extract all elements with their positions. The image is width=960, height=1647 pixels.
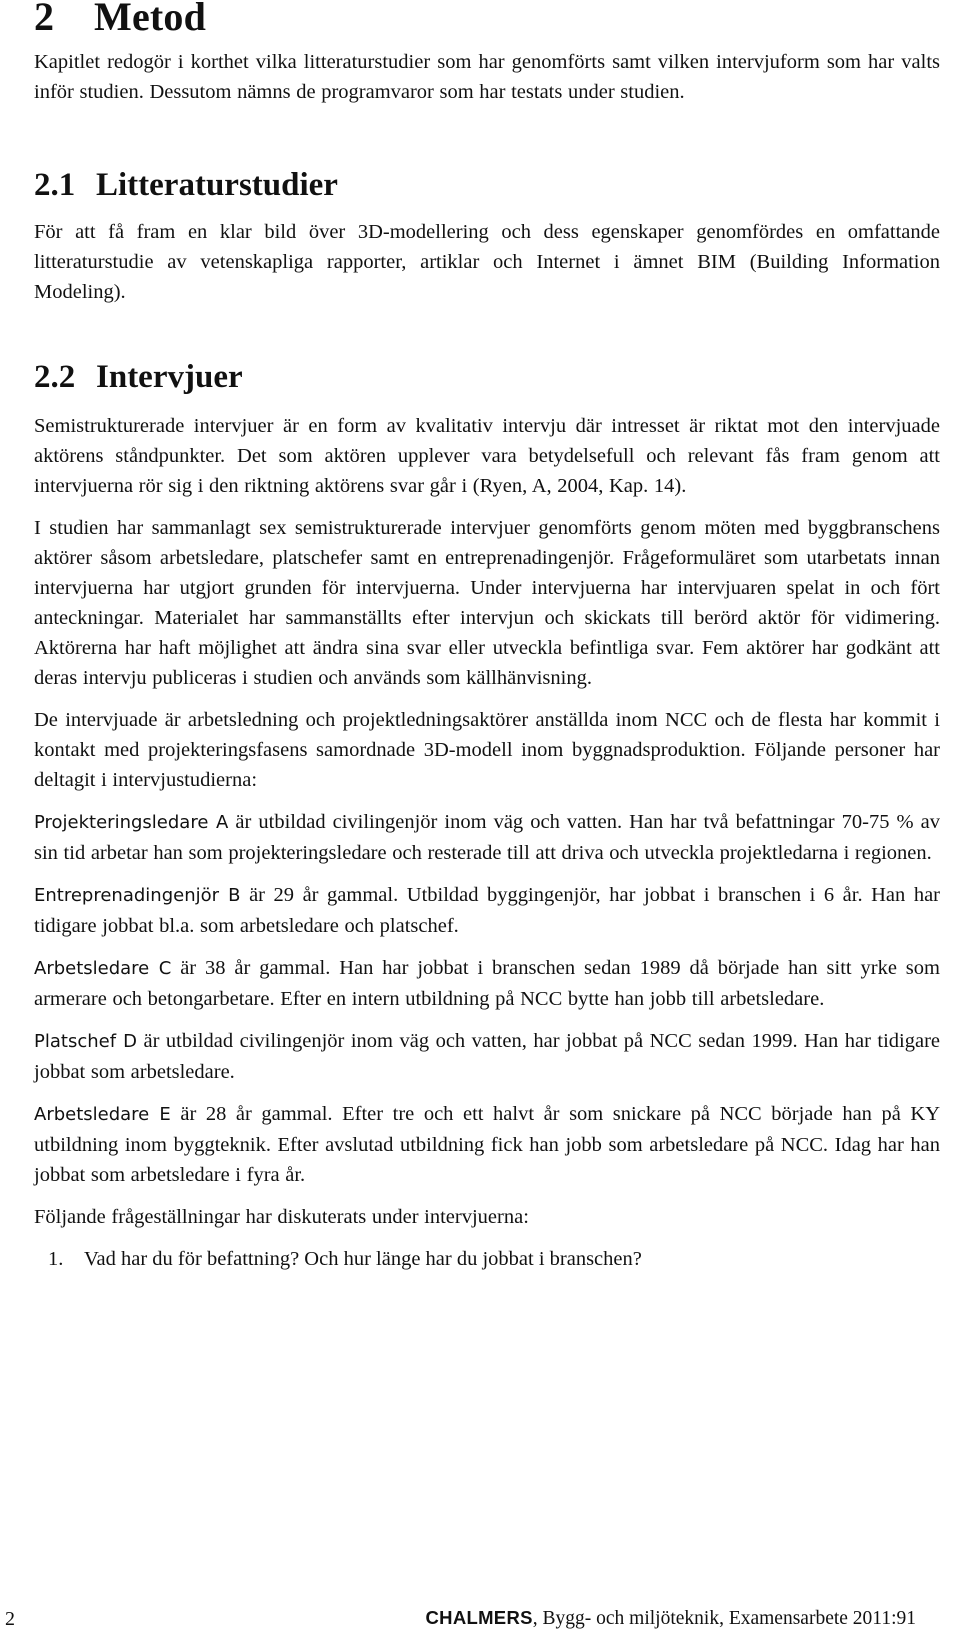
person-paragraph bbox=[34, 1026, 940, 1087]
person-text: är 38 år gammal. Han har jobbat i branschen sedan 1989 då började han sitt yrke som armerare och betongarbetare. Efter en intern utbildning på NCC bytte han jobb till arbetsledare. bbox=[34, 957, 940, 1010]
page-footer bbox=[426, 1604, 916, 1633]
page-content bbox=[34, 0, 940, 1274]
person-paragraph bbox=[34, 1099, 940, 1190]
person-paragraph bbox=[34, 807, 940, 868]
person-lead: Entreprenadingenjör B bbox=[34, 885, 241, 906]
list-item-number: 1. bbox=[48, 1248, 64, 1270]
section-number: 2.2 bbox=[34, 359, 76, 395]
literature-paragraph: För att få fram en klar bild över 3D-modellering och dess egenskaper genomfördes en omfattande litteraturstudie av vetenskapliga rapporter, artiklar och Internet i ämnet BIM (Building Information Modeling). bbox=[34, 221, 940, 303]
person-paragraph bbox=[34, 880, 940, 941]
chapter-title: Metod bbox=[94, 0, 207, 39]
chapter-intro: Kapitlet redogör i korthet vilka litteraturstudier som har genomförts samt vilken intervjuform som har valts inför studien. Dessutom nämns de programvaror som har testats under studien. bbox=[34, 51, 940, 103]
person-text: är 28 år gammal. Efter tre och ett halvt år som snickare på NCC började han på KY utbildning inom byggteknik. Efter avslutad utbildning fick han jobb som arbetsledare på NCC. Idag har han jobbat som arbetsledare i fyra år. bbox=[34, 1103, 940, 1186]
interview-paragraph-2: I studien har sammanlagt sex semistrukturerade intervjuer genomförts genom möten med byggbranschens aktörer såsom arbetsledare, platschefer samt en entreprenadingenjör. Frågeformuläret som utarbetats innan intervjuerna har utgjort grunden för intervjuerna. Under intervjuerna har intervjuaren spelat in och fört anteckningar. Materialet har sammanställts efter intervjun och skickats till berörd aktör för vidimering. Aktörerna har haft möjlighet att ändra sina svar eller utveckla befintliga svar. Fem aktörer har godkänt att deras intervju publiceras i studien och används som källhänvisning. bbox=[34, 517, 940, 689]
person-lead: Platschef D bbox=[34, 1031, 137, 1052]
chapter-heading bbox=[34, 0, 940, 39]
section-title: Litteraturstudier bbox=[96, 167, 338, 203]
person-lead: Arbetsledare E bbox=[34, 1104, 171, 1125]
section-heading-2-1 bbox=[34, 165, 940, 205]
list-item bbox=[34, 1244, 940, 1274]
section-number: 2.1 bbox=[34, 167, 76, 203]
person-lead: Arbetsledare C bbox=[34, 958, 172, 979]
section-heading-2-2 bbox=[34, 357, 940, 397]
questions-intro: Följande frågeställningar har diskuterats under intervjuerna: bbox=[34, 1206, 529, 1228]
questions-list bbox=[34, 1244, 940, 1274]
interview-paragraph-3: De intervjuade är arbetsledning och projektledningsaktörer anställda inom NCC och de flesta har kommit i kontakt med projekteringsfasens samordnade 3D-modell inom byggnadsproduktion. Följande personer har deltagit i intervjustudierna: bbox=[34, 709, 940, 791]
person-lead: Projekteringsledare A bbox=[34, 812, 229, 833]
person-paragraph bbox=[34, 953, 940, 1014]
person-text: är utbildad civilingenjör inom väg och vatten. Han har två befattningar 70-75 % av sin tid arbetar han som projekteringsledare och resterade till att driva och utveckla projektledarna i regionen. bbox=[34, 811, 941, 864]
section-title: Intervjuer bbox=[96, 359, 243, 395]
interview-paragraph-1: Semistrukturerade intervjuer är en form av kvalitativ intervju där intresset är riktat mot den intervjuade aktörens ståndpunkter. Det som aktören upplever vara betydelsefull och relevant fås fram genom att intervjuerna rör sig i den riktning aktörens svar går i (Ryen, A, 2004, Kap. 14). bbox=[34, 415, 940, 497]
footer-rest: , Bygg- och miljöteknik, Examensarbete 2011:91 bbox=[532, 1608, 916, 1629]
footer-brand: CHALMERS bbox=[425, 1607, 533, 1628]
person-text: är 29 år gammal. Utbildad byggingenjör, har jobbat i branschen i 6 år. Han har tidigare jobbat bl.a. som arbetsledare och platschef. bbox=[34, 884, 940, 937]
chapter-number: 2 bbox=[34, 0, 55, 39]
person-text: är utbildad civilingenjör inom väg och vatten, har jobbat på NCC sedan 1999. Han har tidigare jobbat som arbetsledare. bbox=[34, 1030, 940, 1083]
page-number: 2 bbox=[5, 1608, 15, 1630]
list-item-text: Vad har du för befattning? Och hur länge har du jobbat i branschen? bbox=[84, 1248, 642, 1270]
